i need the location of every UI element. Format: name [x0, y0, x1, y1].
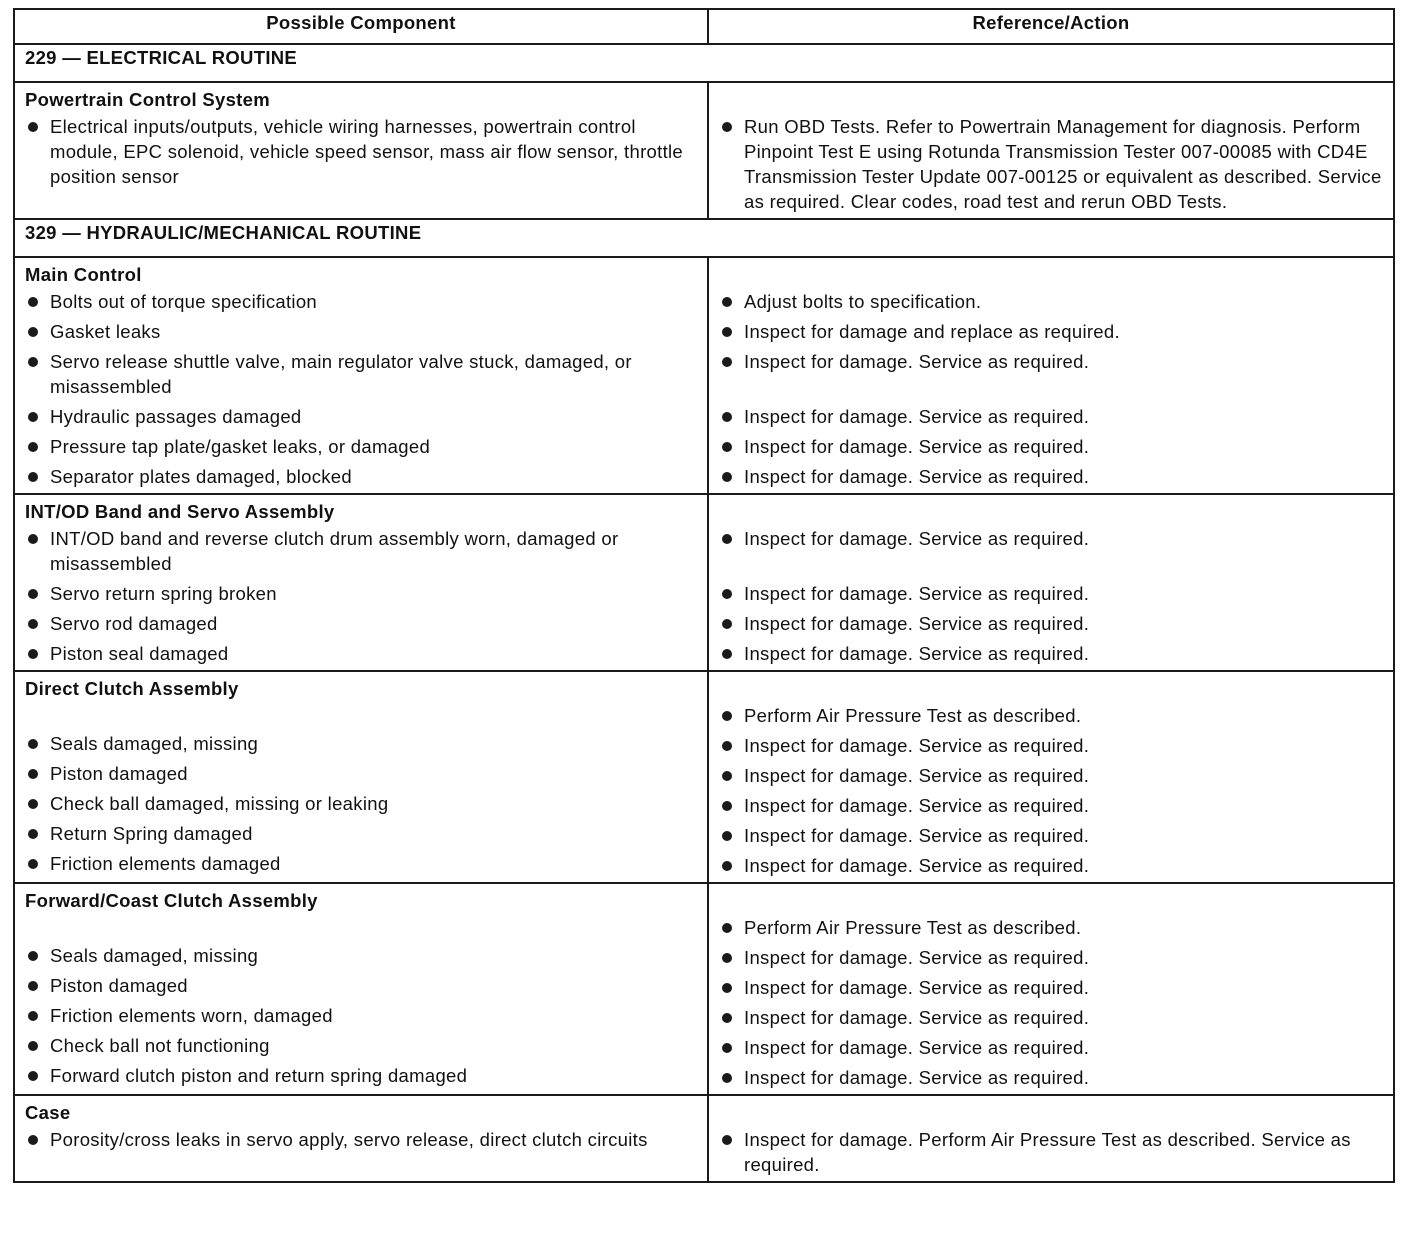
routine-title: 329 — HYDRAULIC/MECHANICAL ROUTINE [14, 219, 1394, 257]
component-item: Seals damaged, missing [25, 943, 697, 968]
section-row [14, 82, 1394, 219]
component-list [25, 114, 697, 214]
action-item: Inspect for damage. Service as required. [719, 1035, 1383, 1060]
action-cell [708, 494, 1394, 671]
action-cell [708, 671, 1394, 883]
component-list [25, 1127, 697, 1177]
component-list [25, 526, 697, 666]
action-item: Inspect for damage. Service as required. [719, 404, 1383, 429]
action-item: Inspect for damage. Service as required. [719, 853, 1383, 878]
component-item: Check ball not functioning [25, 1033, 697, 1058]
component-cell [14, 883, 708, 1095]
spacer [25, 913, 697, 941]
action-cell [708, 82, 1394, 219]
header-reference-action: Reference/Action [708, 9, 1394, 44]
section-title: Direct Clutch Assembly [25, 678, 239, 699]
action-item: Inspect for damage. Service as required. [719, 464, 1383, 489]
spacer [719, 1100, 1383, 1125]
action-item: Inspect for damage. Service as required. [719, 733, 1383, 758]
action-item: Inspect for damage. Service as required. [719, 945, 1383, 970]
action-item: Inspect for damage. Service as required. [719, 641, 1383, 666]
section-title: Powertrain Control System [25, 89, 270, 110]
component-item: Gasket leaks [25, 319, 697, 344]
action-list [719, 1127, 1383, 1177]
section-row [14, 494, 1394, 671]
component-item: Servo release shuttle valve, main regulator valve stuck, damaged, or misassembled [25, 349, 697, 399]
action-item: Inspect for damage. Service as required. [719, 434, 1383, 459]
component-item: Piston seal damaged [25, 641, 697, 666]
component-item: Pressure tap plate/gasket leaks, or damaged [25, 434, 697, 459]
component-item: Electrical inputs/outputs, vehicle wiring harnesses, powertrain control module, EPC solenoid, vehicle speed sensor, mass air flow sensor, throttle position sensor [25, 114, 697, 214]
section-row [14, 1095, 1394, 1182]
action-cell [708, 1095, 1394, 1182]
action-item: Perform Air Pressure Test as described. [719, 703, 1383, 728]
component-item: INT/OD band and reverse clutch drum assembly worn, damaged or misassembled [25, 526, 697, 576]
action-item: Inspect for damage. Service as required. [719, 1065, 1383, 1090]
component-item: Hydraulic passages damaged [25, 404, 697, 429]
action-list [719, 703, 1383, 878]
section-title: Main Control [25, 264, 142, 285]
action-list [719, 289, 1383, 489]
component-list [25, 731, 697, 876]
spacer [719, 888, 1383, 913]
component-item: Piston damaged [25, 973, 697, 998]
action-item: Inspect for damage. Perform Air Pressure Test as described. Service as required. [719, 1127, 1383, 1177]
component-item: Piston damaged [25, 761, 697, 786]
spacer [719, 262, 1383, 287]
component-list [25, 289, 697, 489]
action-item: Inspect for damage. Service as required. [719, 349, 1383, 399]
component-item: Check ball damaged, missing or leaking [25, 791, 697, 816]
spacer [719, 499, 1383, 524]
spacer [719, 87, 1383, 112]
routine-title: 229 — ELECTRICAL ROUTINE [14, 44, 1394, 82]
component-item: Friction elements damaged [25, 851, 697, 876]
section-row [14, 257, 1394, 494]
action-list [719, 915, 1383, 1090]
component-item: Seals damaged, missing [25, 731, 697, 756]
component-item: Bolts out of torque specification [25, 289, 697, 314]
section-row [14, 671, 1394, 883]
component-cell [14, 1095, 708, 1182]
section-title: INT/OD Band and Servo Assembly [25, 501, 335, 522]
component-cell [14, 671, 708, 883]
action-item: Inspect for damage. Service as required. [719, 611, 1383, 636]
action-item: Inspect for damage. Service as required. [719, 1005, 1383, 1030]
action-item: Inspect for damage. Service as required. [719, 763, 1383, 788]
section-title: Case [25, 1102, 71, 1123]
component-item: Separator plates damaged, blocked [25, 464, 697, 489]
component-item: Friction elements worn, damaged [25, 1003, 697, 1028]
table-body [14, 44, 1394, 1182]
component-cell [14, 494, 708, 671]
diagnosis-table [13, 8, 1395, 1183]
section-title: Forward/Coast Clutch Assembly [25, 890, 318, 911]
component-list [25, 943, 697, 1088]
action-cell [708, 883, 1394, 1095]
spacer [25, 701, 697, 729]
component-cell [14, 257, 708, 494]
component-item: Servo return spring broken [25, 581, 697, 606]
action-item: Run OBD Tests. Refer to Powertrain Management for diagnosis. Perform Pinpoint Test E using Rotunda Transmission Tester 007-00085 with CD4E Transmission Tester Update 007-00125 or equivalent as described. Service as required. Clear codes, road test and rerun OBD Tests. [719, 114, 1383, 214]
action-item: Adjust bolts to specification. [719, 289, 1383, 314]
action-list [719, 526, 1383, 666]
routine-row [14, 44, 1394, 82]
component-item: Forward clutch piston and return spring damaged [25, 1063, 697, 1088]
action-item: Inspect for damage. Service as required. [719, 526, 1383, 576]
routine-row [14, 219, 1394, 257]
table-header-row [14, 9, 1394, 44]
action-item: Inspect for damage and replace as required. [719, 319, 1383, 344]
action-item: Perform Air Pressure Test as described. [719, 915, 1383, 940]
spacer [719, 676, 1383, 701]
action-item: Inspect for damage. Service as required. [719, 581, 1383, 606]
action-list [719, 114, 1383, 214]
component-item: Servo rod damaged [25, 611, 697, 636]
component-item: Porosity/cross leaks in servo apply, servo release, direct clutch circuits [25, 1127, 697, 1177]
action-item: Inspect for damage. Service as required. [719, 975, 1383, 1000]
component-cell [14, 82, 708, 219]
action-item: Inspect for damage. Service as required. [719, 793, 1383, 818]
action-item: Inspect for damage. Service as required. [719, 823, 1383, 848]
component-item: Return Spring damaged [25, 821, 697, 846]
header-possible-component: Possible Component [14, 9, 708, 44]
action-cell [708, 257, 1394, 494]
section-row [14, 883, 1394, 1095]
